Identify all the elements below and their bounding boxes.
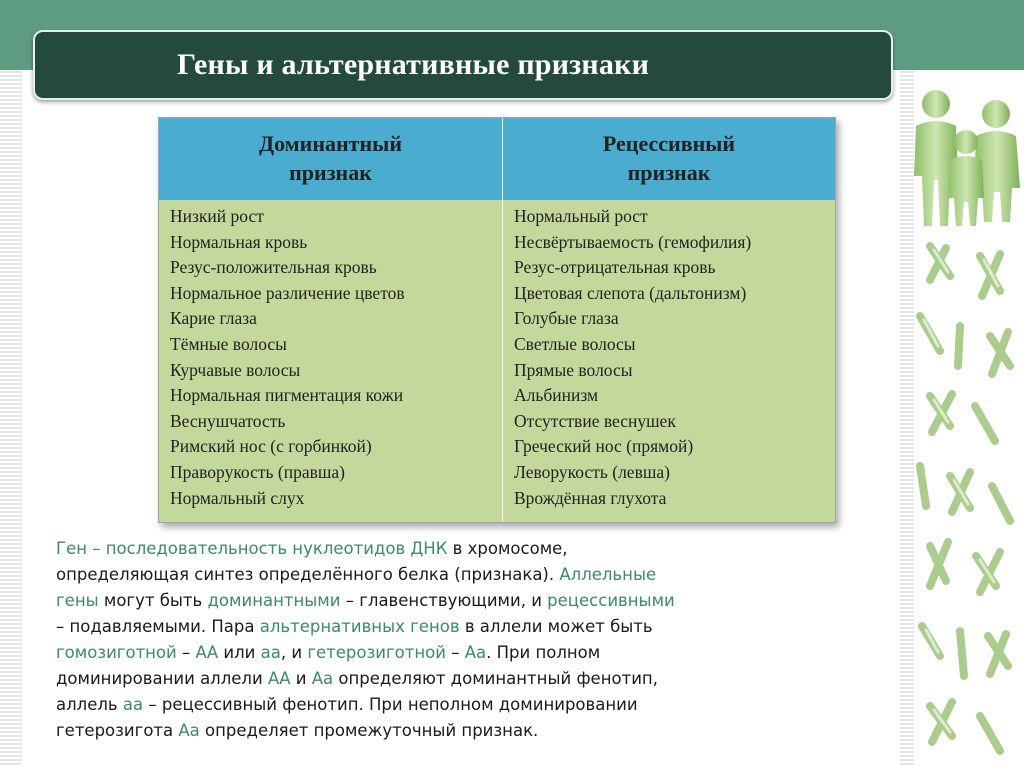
recessive-trait-item: Несвёртываемость (гемофилия) <box>514 231 752 252</box>
dominant-trait-item: Нормальный слух <box>170 487 305 508</box>
genes-description-paragraph <box>56 536 896 744</box>
highlighted-term: Аллельные <box>559 565 657 584</box>
recessive-header: Рецессивный признак <box>503 118 836 200</box>
highlighted-term: рецессивными <box>547 591 675 610</box>
paragraph-line <box>56 562 896 588</box>
highlighted-term: гетерозиготной <box>307 643 446 662</box>
recessive-trait-item: Врождённая глухота <box>514 487 667 508</box>
right-decoration <box>900 70 1024 767</box>
paragraph-text: в хромосоме, <box>447 539 568 558</box>
dominant-trait-item: Курчавые волосы <box>170 359 301 380</box>
paragraph-text: определяющая синтез определённого белка (признака). <box>56 565 560 584</box>
paragraph-text: доминировании аллели <box>56 669 268 688</box>
paragraph-text: аллель <box>56 695 123 714</box>
dominant-trait-item: Римский нос (с горбинкой) <box>170 436 372 457</box>
paragraph-text: – <box>445 643 465 662</box>
recessive-trait-item: Альбинизм <box>514 385 599 406</box>
dominant-column <box>159 200 503 522</box>
recessive-column <box>503 200 836 522</box>
paragraph-line <box>56 718 896 744</box>
highlighted-term: Аа <box>178 721 200 740</box>
highlighted-term: АА <box>267 669 291 688</box>
dominant-header: Доминантный признак <box>159 118 503 200</box>
recessive-trait-item: Цветовая слепота (дальтонизм) <box>514 282 747 303</box>
dominant-trait-item: Веснушчатость <box>170 410 286 431</box>
paragraph-text: – рецессивный фенотип. При неполном доминировании <box>143 695 638 714</box>
recessive-trait-item: Леворукость (левша) <box>514 461 670 482</box>
recessive-trait-item: Прямые волосы <box>514 359 633 380</box>
paragraph-text: и <box>290 669 312 688</box>
highlighted-term: альтернативных генов <box>259 617 460 636</box>
dominant-trait-item: Резус-положительная кровь <box>170 257 377 278</box>
paragraph-line <box>56 588 896 614</box>
chromosomes-decoration <box>900 236 1024 766</box>
paragraph-text: , и <box>280 643 308 662</box>
paragraph-text: – главенствующими, и <box>340 591 548 610</box>
paragraph-text: в аллели может быть <box>459 617 653 636</box>
recessive-trait-item: Отсутствие веснушек <box>514 410 676 431</box>
paragraph-line <box>56 692 896 718</box>
paragraph-text: могут быть <box>98 591 208 610</box>
paragraph-text: или <box>218 643 261 662</box>
recessive-trait-item: Светлые волосы <box>514 333 636 354</box>
dominant-trait-item: Нормальное различение цветов <box>170 282 405 303</box>
dominant-trait-item: Нормальная пигментация кожи <box>170 385 404 406</box>
slide-title: Гены и альтернативные признаки <box>177 48 650 81</box>
dominant-trait-item: Праворукость (правша) <box>170 461 345 482</box>
traits-table <box>158 117 836 523</box>
highlighted-term: Аа <box>464 643 487 662</box>
highlighted-term: АА <box>195 643 219 662</box>
highlighted-term: аа <box>260 643 281 662</box>
recessive-trait-item: Греческий нос (прямой) <box>514 436 694 457</box>
paragraph-text: определяют доминантный фенотип, <box>333 669 658 688</box>
paragraph-line <box>56 640 896 666</box>
paragraph-line <box>56 614 896 640</box>
dominant-trait-item: Тёмные волосы <box>170 333 287 354</box>
paragraph-line <box>56 666 896 692</box>
title-bar <box>33 30 893 100</box>
recessive-trait-item: Голубые глаза <box>514 308 619 329</box>
paragraph-text: – <box>176 643 196 662</box>
dominant-trait-item: Карие глаза <box>170 308 257 329</box>
highlighted-term: гомозиготной <box>56 643 177 662</box>
recessive-trait-item: Нормальный рост <box>514 206 648 226</box>
highlighted-term: аа <box>122 695 144 714</box>
highlighted-term: доминантными <box>207 591 341 610</box>
paragraph-text: определяет промежуточный признак. <box>199 721 539 740</box>
dominant-trait-item: Нормальная кровь <box>170 231 308 252</box>
highlighted-term: Аа <box>311 669 334 688</box>
paragraph-text: гетерозигота <box>56 721 179 740</box>
recessive-trait-item: Резус-отрицательная кровь <box>514 257 716 278</box>
paragraph-line <box>56 536 896 562</box>
dominant-trait-item: Низкий рост <box>170 206 264 226</box>
family-figures-icon <box>900 76 1024 236</box>
left-hatch-decoration <box>0 70 22 767</box>
traits-table-grid <box>159 118 835 522</box>
paragraph-text: – подавляемыми. Пара <box>56 617 260 636</box>
highlighted-term: гены <box>56 591 99 610</box>
highlighted-term: Ген – последовательность нуклеотидов ДНК <box>56 539 448 558</box>
paragraph-text: . При полном <box>486 643 601 662</box>
